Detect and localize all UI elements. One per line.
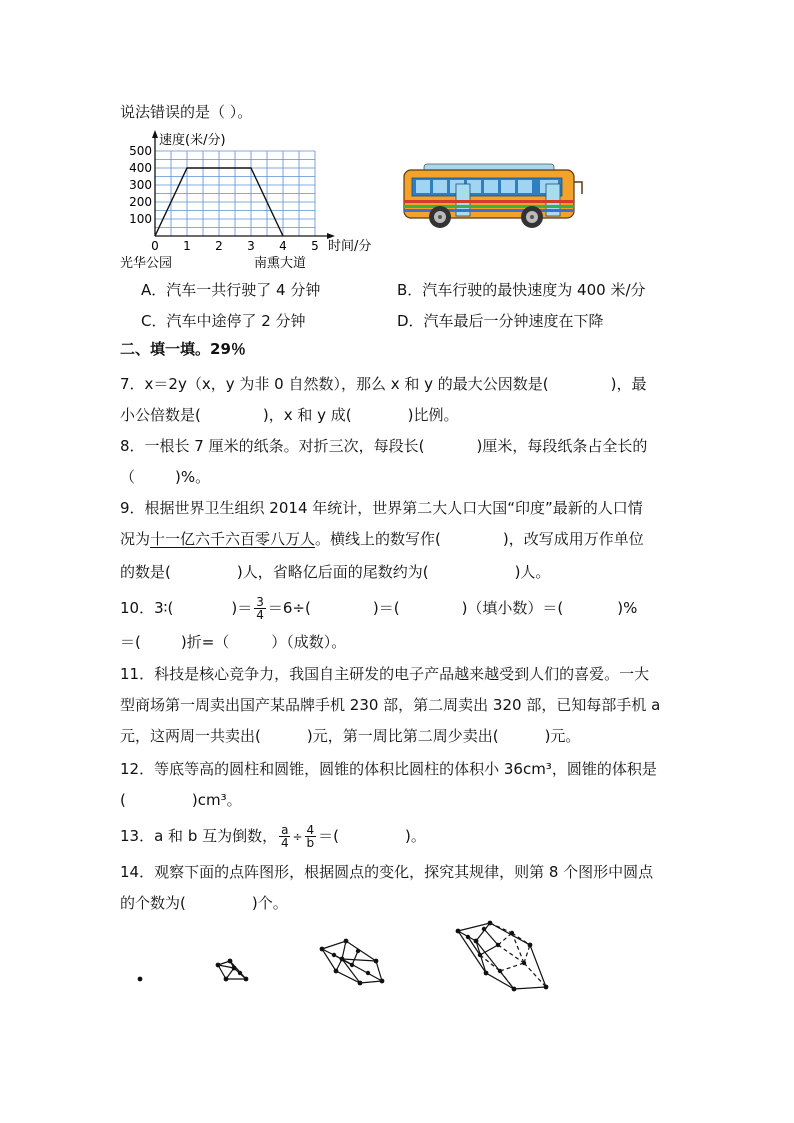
q11-line1: 11．科技是核心竞争力，我国自主研发的电子产品越来越受到人们的喜爱。一大 bbox=[120, 665, 650, 683]
y-tick-label: 100 bbox=[129, 212, 152, 226]
y-tick-label: 200 bbox=[129, 195, 152, 209]
x-tick-label: 3 bbox=[247, 239, 255, 253]
bus-illustration bbox=[400, 162, 590, 230]
fraction-4-b: $\frac{4}{b}$ bbox=[306, 823, 315, 850]
x-axis-label: 时间/分 bbox=[328, 239, 372, 254]
start-label: 光华公园 bbox=[120, 256, 173, 271]
q9-line2: 况为十一亿六千六百零八万人。横线上的数写作( )，改写成用万作单位 bbox=[120, 530, 644, 548]
q10-line2: ＝( )折=（ ）（成数）。 bbox=[120, 633, 347, 651]
option-a: A．汽车一共行驶了 4 分钟 bbox=[141, 281, 321, 299]
q7-line2: 小公倍数是( )，x 和 y 成( )比例。 bbox=[120, 406, 459, 424]
q12-line1: 12．等底等高的圆柱和圆锥，圆锥的体积比圆柱的体积小 36cm³，圆锥的体积是 bbox=[120, 760, 657, 778]
fraction-a-4: $\frac{a}{4}$ bbox=[280, 823, 289, 850]
x-tick-label: 5 bbox=[311, 239, 319, 253]
dot-pattern-figures bbox=[120, 915, 560, 995]
bus-stripe-blue bbox=[404, 209, 574, 212]
bus-stripe-green bbox=[404, 205, 574, 208]
q9-line1: 9．根据世界卫生组织 2014 年统计，世界第二大人口大国“印度”最新的人口情 bbox=[120, 499, 643, 517]
x-tick-label: 0 bbox=[151, 239, 159, 253]
chart-grid bbox=[155, 151, 315, 236]
dot-figure-2 bbox=[216, 959, 249, 982]
option-d: D．汽车最后一分钟速度在下降 bbox=[397, 312, 604, 330]
q8-line1: 8．一根长 7 厘米的纸条。对折三次，每段长( )厘米，每段纸条占全长的 bbox=[120, 437, 648, 455]
q8-line2: （ )%。 bbox=[120, 468, 211, 486]
fraction-3-4: $\frac{3}{4}$ bbox=[256, 595, 264, 622]
bus-stripe-red bbox=[404, 200, 574, 203]
q9-line3: 的数是( )人，省略亿后面的尾数约为( )人。 bbox=[120, 563, 551, 581]
y-tick-label: 300 bbox=[129, 178, 152, 192]
option-b: B．汽车行驶的最快速度为 400 米/分 bbox=[397, 281, 646, 299]
y-axis-arrow bbox=[152, 130, 158, 138]
underlined-number-words: 十一亿六千六百零八万人 bbox=[150, 530, 316, 548]
bus-wheel-rear bbox=[521, 206, 543, 228]
speed-time-chart bbox=[110, 128, 390, 273]
question-intro: 说法错误的是（ ）。 bbox=[120, 103, 253, 121]
dot-figure-3 bbox=[320, 939, 385, 986]
x-tick-label: 1 bbox=[183, 239, 191, 253]
q12-line2: ( )cm³。 bbox=[120, 791, 242, 809]
q13-line1: 13．a 和 b 互为倒数， $\frac{a}{4}$ ÷ $\frac{4}{b}$ ＝( )。 bbox=[120, 823, 426, 850]
y-tick-label: 400 bbox=[129, 161, 152, 175]
q11-line3: 元，这两周一共卖出( )元，第一周比第二周少卖出( )元。 bbox=[120, 727, 581, 745]
bus-mirror bbox=[574, 182, 582, 194]
section-heading: 二、填一填。29％ bbox=[120, 340, 246, 358]
q14-line1: 14．观察下面的点阵图形，根据圆点的变化，探究其规律，则第 8 个图形中圆点 bbox=[120, 863, 654, 881]
x-tick-label: 2 bbox=[215, 239, 223, 253]
q14-line2: 的个数为( )个。 bbox=[120, 894, 288, 912]
dot-figure-4 bbox=[456, 921, 549, 992]
q11-line2: 型商场第一周卖出国产某品牌手机 230 部，第二周卖出 320 部，已知每部手机 a bbox=[120, 696, 661, 714]
bus-wheel-front bbox=[429, 206, 451, 228]
x-tick-label: 4 bbox=[279, 239, 287, 253]
dot-figure-1 bbox=[138, 977, 143, 982]
option-c: C．汽车中途停了 2 分钟 bbox=[141, 312, 306, 330]
q10-line1: 10．3∶( )＝ $\frac{3}{4}$ ＝6÷( )＝( )（填小数）＝( )% bbox=[120, 595, 638, 622]
q7-line1: 7．x＝2y（x，y 为非 0 自然数），那么 x 和 y 的最大公因数是( )，最 bbox=[120, 375, 647, 393]
y-axis-label: 速度(米/分) bbox=[159, 133, 226, 148]
end-label: 南熏大道 bbox=[254, 256, 307, 271]
y-tick-label: 500 bbox=[129, 144, 152, 158]
